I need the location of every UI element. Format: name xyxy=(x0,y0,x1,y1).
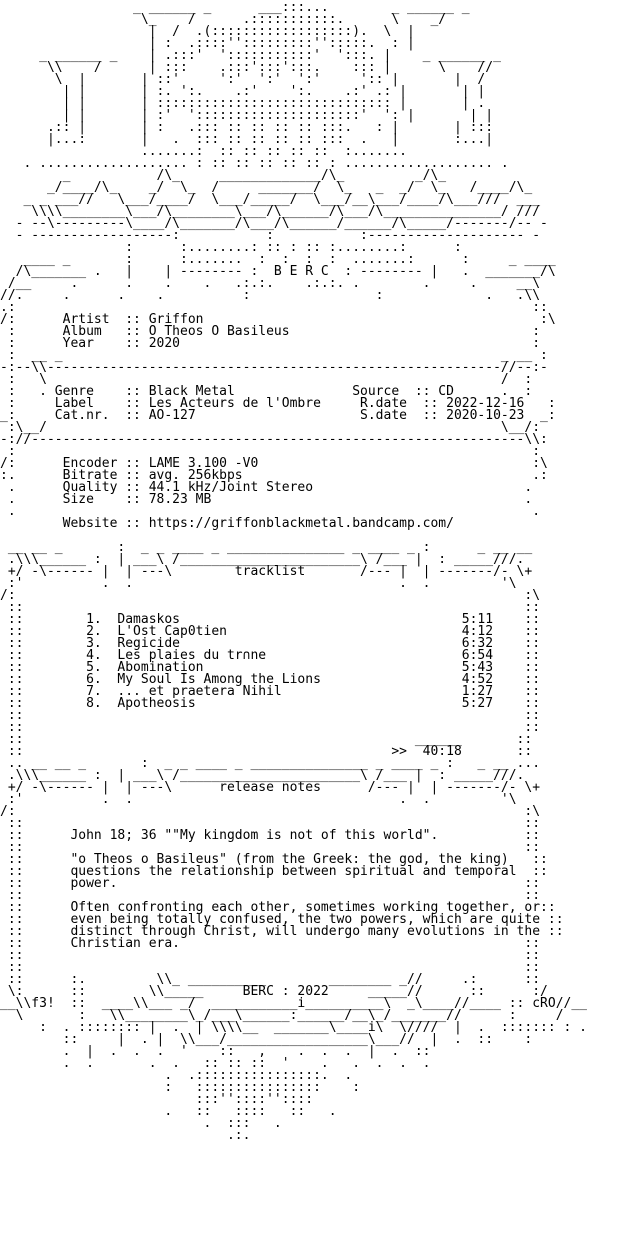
nfo-line: . :: :::: :: . xyxy=(0,1104,337,1119)
nfo-line: . Quality :: 44.1 kHz/Joint Stereo . xyxy=(0,480,533,495)
nfo-line: : :::::::::::::::: : xyxy=(0,1080,361,1095)
nfo-line: /__ . . . . .:.:. .:.:. . . . __\ xyxy=(0,276,541,291)
nfo-line: :' . . . . '\ xyxy=(0,576,517,591)
nfo-line: \_ / .:::::::::::. \ _/ xyxy=(0,12,447,27)
nfo-line: :: Often confronting each other, sometimes working together, or:: xyxy=(0,900,556,915)
nfo-line: :: :: xyxy=(0,948,541,963)
nfo-line: . . . . :: :: :: ' . . . . . xyxy=(0,1056,431,1071)
nfo-line: :: :: xyxy=(0,720,541,735)
nfo-line: ____ _ : :....... : : : : .......: : _ ____ xyxy=(0,252,556,267)
nfo-line: :::''::::'':::: xyxy=(0,1092,314,1107)
nfo-line: Website :: https://griffonblackmetal.bandcamp.com/ xyxy=(0,516,454,531)
nfo-line: :: >> 40:18 :: xyxy=(0,744,533,759)
nfo-line: : :........: :: : :: :........: : xyxy=(0,240,462,255)
nfo-line: :: :: xyxy=(0,840,541,855)
nfo-line: :: :. \\_ __________ ________ _// .: :: xyxy=(0,972,541,987)
nfo-line: //. . . . : : . .\\ xyxy=(0,288,541,303)
nfo-line: :: 2. L'Ost Cap0tien 4:12 :: xyxy=(0,624,541,639)
nfo-line: | | | :::::::::::::::::::::::::::::: | | . xyxy=(0,96,486,111)
nfo-line: \ : \\________\_/___\______:______/__\_/_______// : / xyxy=(0,1008,564,1023)
nfo-line: :: :: xyxy=(0,600,541,615)
nfo-line: :: power. :: xyxy=(0,876,541,891)
nfo-line: : . Genre :: Black Metal Source :: CD . : xyxy=(0,384,533,399)
nfo-line: _ ______ _ | .:::' ':::::::::::' ':::. | _ ______ _ xyxy=(0,48,501,63)
nfo-line: . ::: . xyxy=(0,1116,282,1131)
nfo-line: _: Cat.nr. :: AO-127 S.date :: 2020-10-23 _: xyxy=(0,408,556,423)
nfo-line: : : xyxy=(0,444,541,459)
nfo-line: | / .(::::::::::::::::::). \ | xyxy=(0,24,415,39)
nfo-line: :: ______ :: xyxy=(0,732,533,747)
nfo-line: : \ / : xyxy=(0,372,533,387)
nfo-line: +/ -\------ | | ---\ release notes /--- | | -------/- \+ xyxy=(0,780,541,795)
nfo-line: /: Encoder :: LAME 3.100 -V0 :\ xyxy=(0,456,548,471)
nfo-line: | : .::::'':::::::::'':::::. : | xyxy=(0,36,415,51)
nfo-line: . ................... : :: :: :: :: :: : ................... . xyxy=(0,156,509,171)
nfo-line: -://---------------------------------------------------------------\\: xyxy=(0,432,548,447)
nfo-line: :\__/ \__/: xyxy=(0,420,541,435)
nfo-line: . .::::::::::::::::. . xyxy=(0,1068,353,1083)
nfo-line: :: even being totally confused, the two powers, which are quite :: xyxy=(0,912,564,927)
nfo-line: :: 4. Les plaies du tr∩ne 6:54 :: xyxy=(0,648,541,663)
nfo-line: /: :\ xyxy=(0,804,541,819)
nfo-line: __ __ _ : _ _ ____ _ _______________ _ ____ _ : _ __ __ xyxy=(0,540,533,555)
nfo-line: :: John 18; 36 ""My kingdom is not of this world". :: xyxy=(0,828,541,843)
nfo-line: \\\\________\___/\________\___/\______/\___/\_______________/ /// xyxy=(0,204,541,219)
nfo-line: . Size :: 78.23 MB . xyxy=(0,492,533,507)
nfo-line: | | | :' ':::::::::::::::::::::' ': | | | xyxy=(0,108,494,123)
nfo-line: : __ _ _ __ : xyxy=(0,348,548,363)
nfo-line: :: Christian era. :: xyxy=(0,936,541,951)
nfo-line: . | . . . ' :: , . . . | . :: xyxy=(0,1044,431,1059)
nfo-line: \\ / | ::: .:::':::':::. ::: | \ // xyxy=(0,60,494,75)
nfo-line: :: :: xyxy=(0,960,541,975)
nfo-line: : Label :: Les Acteurs de l'Ombre R.date :: 2022-12-16 : xyxy=(0,396,556,411)
nfo-line: .: :: xyxy=(0,300,548,315)
nfo-line: _ _ ___// \___/____/ \___/_____/ \___/__\___/____/\___/// ___ xyxy=(0,192,541,207)
nfo-line: .:. xyxy=(0,1128,251,1143)
nfo-line: /: Artist :: Griffon :\ xyxy=(0,312,556,327)
nfo-line: _/____/\_ _/ \_ / _______/ \_ _ _/ \_ /____/\_ xyxy=(0,180,533,195)
nfo-line: :: questions the relationship between spiritual and temporal :: xyxy=(0,864,548,879)
nfo-line: -:--\\----------------------------------------------------------//--:- xyxy=(0,360,548,375)
nfo-line: .\\\______ : | ___\ /_______________________\ /___ | : _____///. xyxy=(0,552,525,567)
nfo-line: :: 1. Damaskos 5:11 :: xyxy=(0,612,541,627)
nfo-line: :: 8. Apotheosis 5:27 :: xyxy=(0,696,541,711)
nfo-line: : Year :: 2020 : xyxy=(0,336,541,351)
nfo-line: :: | . | \\___/__________________\___// | . :: : xyxy=(0,1032,533,1047)
nfo-line: :: 6. My Soul Is Among the Lions 4:52 :: xyxy=(0,672,541,687)
nfo-line: - --\---------\____/\_______/\___/\______/______/\_____/-------/-- - xyxy=(0,216,548,231)
nfo-line: +/ -\------ | | ---\ tracklist /--- | | -------/- \+ xyxy=(0,564,533,579)
nfo-line: :: "o Theos o Basileus" (from the Greek: the god, the king) :: xyxy=(0,852,548,867)
nfo-line: /\_______ . | | -------- : B E R C : -------- | . _______/\ xyxy=(0,264,556,279)
nfo-line: :: distinct through Christ, will undergo many evolutions in the :: xyxy=(0,924,564,939)
nfo-line: .......: :: :: :: :: :: :....... xyxy=(0,144,407,159)
nfo-line: :. Bitrate :: avg. 256kbps .: xyxy=(0,468,548,483)
nfo-line: __\\f3! :: ____\\___ _/ ___________i__________\ _\____//____ :: cRO//__ xyxy=(0,996,587,1011)
nfo-line: : Album :: O Theos O Basileus : xyxy=(0,324,541,339)
nfo-line: _ ______ _ ___:::... _ ______ _ xyxy=(0,0,470,15)
nfo-line: :: 5. Abomination 5:43 :: xyxy=(0,660,541,675)
nfo-line: \ | | ::' ':' ':' ':' ':: | | / xyxy=(0,72,486,87)
nfo-line: :: :: xyxy=(0,708,541,723)
nfo-line: :: 3. Regicide 6:32 :: xyxy=(0,636,541,651)
nfo-line: - ------------------: : :-------------------- - xyxy=(0,228,541,243)
nfo-line: .. __ __ _ : _ _ ____ _ _______________ _ ____ _ : _ __ ... xyxy=(0,756,541,771)
nfo-line: .:: | | : .::: :: :: :: :: :::. : | | ::: xyxy=(0,120,494,135)
nfo-line: \: :: \\_____ BERC : 2022 _____// :: :/ xyxy=(0,984,548,999)
nfo-line: :: 7. ... et praetera Nihil 1:27 :: xyxy=(0,684,541,699)
nfo-line: :: :: xyxy=(0,888,541,903)
nfo-line: .\\\______ : | ___\ /_______________________\ /___ | : _____///. xyxy=(0,768,525,783)
nfo-line: :: :: xyxy=(0,816,541,831)
nfo-line: |...: | . ::: :: :: :: :: ::: . | :...| xyxy=(0,132,494,147)
nfo-line: _ /\_ _____________/\_ _/\_ xyxy=(0,168,447,183)
nfo-line: : . :::::::: | . | \\\\__ _______\____i\ \//// | . ::::::: : . xyxy=(0,1020,587,1035)
nfo-line: /: :\ xyxy=(0,588,541,603)
nfo-line: . . xyxy=(0,504,541,519)
nfo-line: :' . . . . '\ xyxy=(0,792,517,807)
nfo-line: | | | :. ':. .:' ':. .:' .: | | | xyxy=(0,84,486,99)
